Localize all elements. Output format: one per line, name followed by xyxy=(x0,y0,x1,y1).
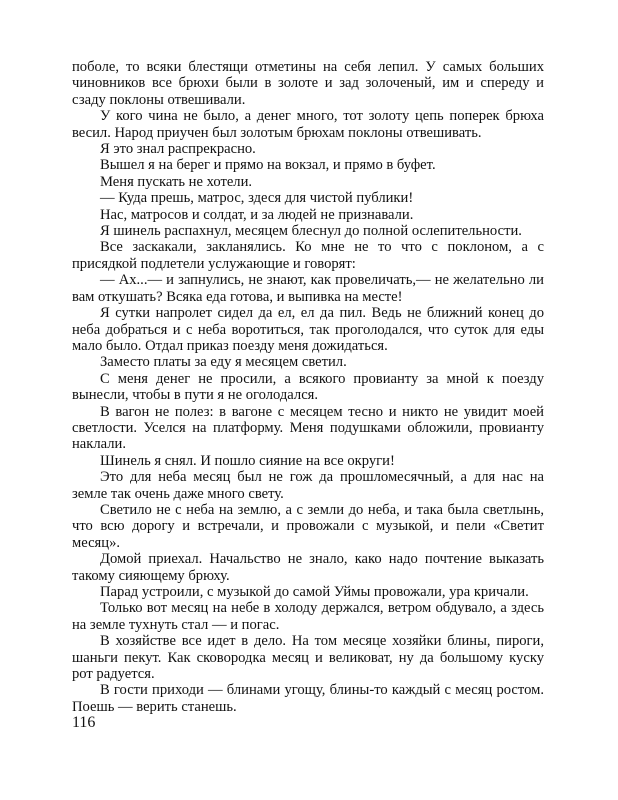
paragraph: Все заскакали, закланялись. Ко мне не то что с поклоном, а с присядкой подлетели услужающие и говорят: xyxy=(72,239,544,272)
paragraph: Нас, матросов и солдат, и за людей не признавали. xyxy=(100,206,414,223)
paragraph: Заместо платы за еду я месяцем светил. xyxy=(100,354,347,371)
paragraph: Меня пускать не хотели. xyxy=(100,173,253,190)
body-text xyxy=(72,59,544,715)
paragraph: В гости приходи — блинами угощу, блины-то каждый с месяц ростом. Поешь — верить станешь. xyxy=(72,682,544,715)
paragraph: Только вот месяц на небе в холоду держался, ветром обдувало, а здесь на земле тухнуть стал — и погас. xyxy=(72,600,544,633)
paragraph: Шинель я снял. И пошло сияние на все округи! xyxy=(100,452,395,469)
paragraph: Светило не с неба на землю, а с земли до неба, и така была светлынь, что всю дорогу и встречали, и провожали с музыкой, и пели «Светит месяц». xyxy=(72,501,544,551)
paragraph: Вышел я на берег и прямо на вокзал, и прямо в буфет. xyxy=(100,157,436,174)
paragraph: — Ах...— и запнулись, не знают, как провеличать,— не желательно ли вам откушать? Всяка еда готова, и выпивка на месте! xyxy=(72,272,544,305)
paragraph: Я это знал распрекрасно. xyxy=(100,141,256,158)
page-number: 116 xyxy=(72,714,96,731)
paragraph: поболе, то всяки блестящи отметины на себя лепил. У самых больших чиновников все брюхи были в золоте и зад золоченый, им и спереду и сзаду поклоны отвешивали. xyxy=(72,59,544,108)
paragraph: Я сутки напролет сидел да ел, ел да пил. Ведь не ближний конец до неба добраться и с неба воротиться, так проголодался, что суток для еды мало было. Отдал приказ поезду меня дожидаться. xyxy=(72,305,544,354)
paragraph: Это для неба месяц был не гож да прошломесячный, а для нас на земле так очень даже много свету. xyxy=(72,469,544,502)
paragraph: У кого чина не было, а денег много, тот золоту цепь поперек брюха весил. Народ приучен был золотым брюхам поклоны отвешивать. xyxy=(72,108,544,141)
paragraph: В хозяйстве все идет в дело. На том месяце хозяйки блины, пироги, шаньги пекут. Как сковородка месяц и великоват, ну да большому куску рот радуется. xyxy=(72,633,544,683)
paragraph: Домой приехал. Начальство не знало, како надо почтение выказать такому сияющему брюху. xyxy=(72,551,544,584)
paragraph: С меня денег не просили, а всякого провианту за мной к поезду вынесли, чтобы в пути я не оголодался. xyxy=(72,370,544,404)
paragraph: Парад устроили, с музыкой до самой Уймы провожали, ура кричали. xyxy=(100,584,529,600)
paragraph: — Куда прешь, матрос, здеся для чистой публики! xyxy=(100,190,414,207)
paragraph: В вагон не полез: в вагоне с месяцем тесно и никто не увидит моей светлости. Уселся на платформу. Меня подушками обложили, провианту наклали. xyxy=(72,403,544,453)
paragraph: Я шинель распахнул, месяцем блеснул до полной ослепительности. xyxy=(100,223,522,240)
